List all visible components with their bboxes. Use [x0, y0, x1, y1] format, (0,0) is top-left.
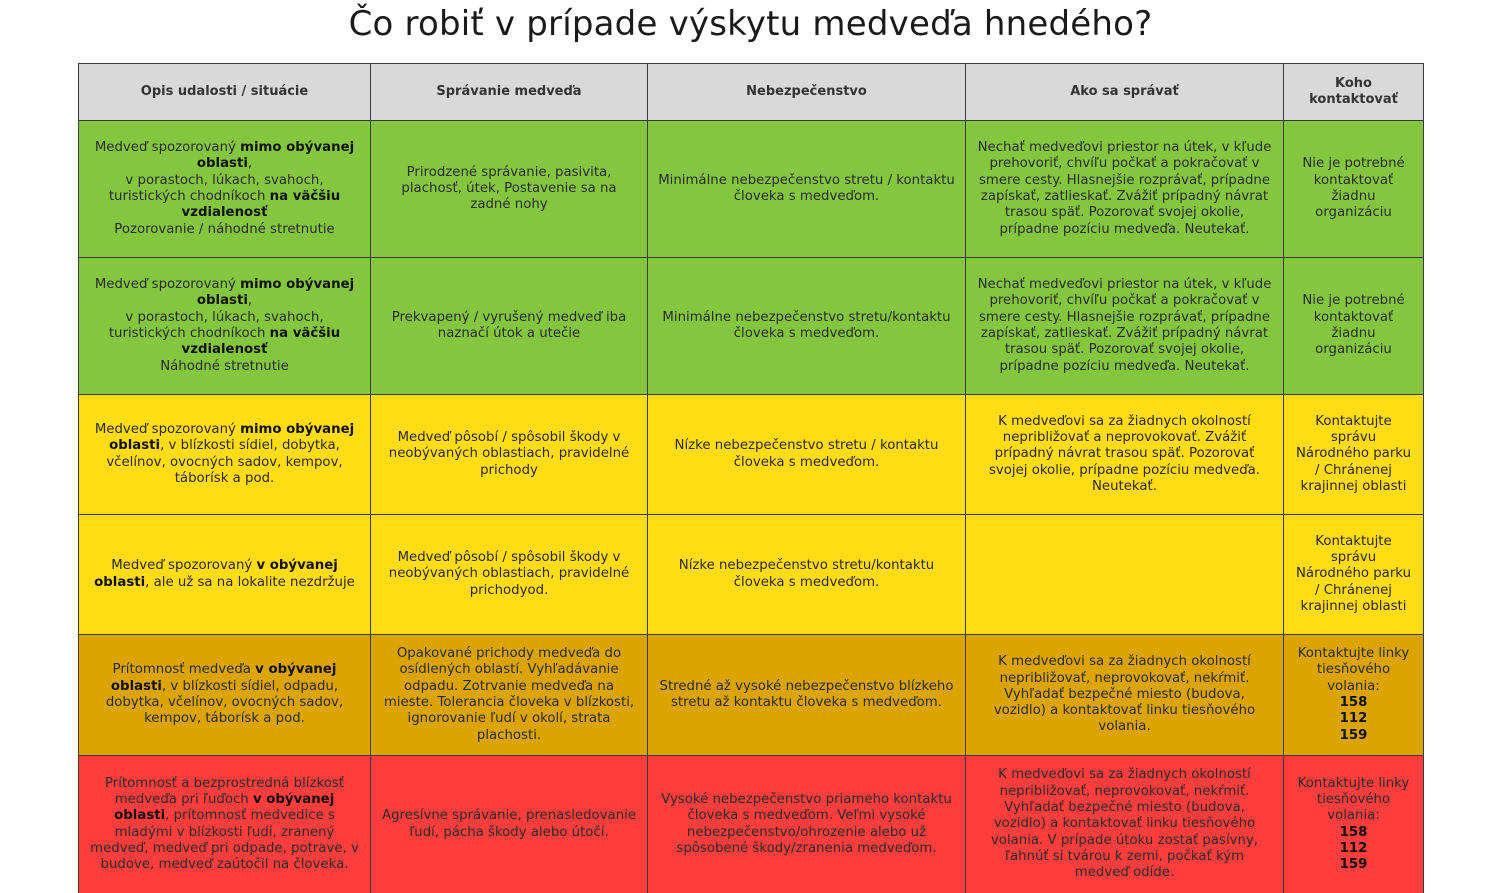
danger-cell: Nízke nebezpečenstvo stretu/kontaktu človeka s medveďom. [648, 515, 966, 635]
danger-cell: Nízke nebezpečenstvo stretu / kontaktu človeka s medveďom. [648, 395, 966, 515]
contact-cell: Kontaktujte správu Národného parku / Chránenej krajinnej oblasti [1284, 515, 1424, 635]
danger-cell: Minimálne nebezpečenstvo stretu/kontaktu človeka s medveďom. [648, 258, 966, 395]
situation-cell: Prítomnosť medveďa v obývanej oblasti, v blízkosti sídiel, odpadu, dobytka, včelínov, ovocných sadov, kempov, táborísk a pod. [79, 635, 371, 756]
action-cell [966, 515, 1284, 635]
page-title: Čo robiť v prípade výskytu medveďa hnedého? [348, 4, 1153, 44]
behavior-cell: Opakované prichody medveďa do osídlených oblastí. Vyhľadávanie odpadu. Zotrvanie medveďa na mieste. Tolerancia človeka v blízkosti, ignorovanie ľudí v okolí, strata plachosti. [371, 635, 648, 756]
action-cell: Nechať medveďovi priestor na útek, v kľude prehovoriť, chvíľu počkať a pokračovať v smere cesty. Hlasnejšie rozprávať, prípadne zapískať, zatlieskať. Zvážiť prípadný návrat trasou späť. Pozorovať svojej okolie, prípadne pozíciu medveďa. Neutekať. [966, 121, 1284, 258]
behavior-cell: Agresívne správanie, prenasledovanie ľudí, pácha škody alebo útočí. [371, 756, 648, 893]
table-row [79, 515, 1424, 635]
emergency-number: 159 [1339, 727, 1368, 743]
action-cell: Nechať medveďovi priestor na útek, v kľude prehovoriť, chvíľu počkať a pokračovať v smere cesty. Hlasnejšie rozprávať, prípadne zapískať, zatlieskať. Zvážiť prípadný návrat trasou späť. Pozorovať svojej okolie, prípadne pozíciu medveďa. Neutekať. [966, 258, 1284, 395]
contact-cell: Kontaktujte správu Národného parku / Chránenej krajinnej oblasti [1284, 395, 1424, 515]
emergency-number: 112 [1339, 711, 1368, 727]
header-contact-line1: Koho [1335, 75, 1372, 91]
table-row [79, 756, 1424, 893]
contact-cell: Nie je potrebné kontaktovať žiadnu organizáciu [1284, 121, 1424, 258]
table-row [79, 395, 1424, 515]
header-action: Ako sa správať [966, 64, 1284, 121]
behavior-cell: Medveď pôsobí / spôsobil škody v neobývaných oblastiach, pravidelné prichody [371, 395, 648, 515]
behavior-cell: Prekvapený / vyrušený medveď iba naznačí útok a utečie [371, 258, 648, 395]
contact-cell: Kontaktujte linky tiesňového volania: 158 112 159 [1284, 635, 1424, 756]
header-situation: Opis udalosti / situácie [79, 64, 371, 121]
emergency-number: 159 [1339, 857, 1368, 873]
emergency-number: 158 [1339, 695, 1368, 710]
action-cell: K medveďovi sa za žiadnych okolností nepribližovať, neprovokovať, nekŕmiť. Vyhľadať bezpečné miesto (budova, vozidlo) a kontaktovať linku tiesňového volania. [966, 635, 1284, 756]
situation-cell: Medveď spozorovaný mimo obývanej oblasti, v porastoch, lúkach, svahoch, turistických chodníkoch na väčšiu vzdialenosť Náhodné stretnutie [79, 258, 371, 395]
emergency-number: 158 [1339, 824, 1368, 840]
situation-cell: Prítomnosť a bezprostredná blízkosť medveďa pri ľuďoch v obývanej oblasti, prítomnosť medvedice s mladými v blízkosti ľudí, zranený medveď, medveď pri odpade, potrave, v budove, medveď zaútočil na človeka. [79, 756, 371, 893]
danger-cell: Stredné až vysoké nebezpečenstvo blízkeho stretu až kontaktu človeka s medveďom. [648, 635, 966, 756]
emergency-number: 112 [1339, 840, 1368, 856]
table-row [79, 121, 1424, 258]
situation-cell: Medveď spozorovaný mimo obývanej oblasti, v porastoch, lúkach, svahoch, turistických chodníkoch na väčšiu vzdialenosť Pozorovanie / náhodné stretnutie [79, 121, 371, 258]
behavior-cell: Medveď pôsobí / spôsobil škody v neobývaných oblastiach, pravidelné prichodyod. [371, 515, 648, 635]
action-cell: K medveďovi sa za žiadnych okolností nepribližovať a neprovokovať. Zvážiť prípadný návrat trasou späť. Pozorovať svojej okolie, prípadne pozíciu medveďa. Neutekať. [966, 395, 1284, 515]
situation-cell: Medveď spozorovaný mimo obývanej oblasti, v blízkosti sídiel, dobytka, včelínov, ovocných sadov, kempov, táborísk a pod. [79, 395, 371, 515]
contact-cell: Kontaktujte linky tiesňového volania: 158 112 159 [1284, 756, 1424, 893]
bear-guidance-table [78, 63, 1424, 893]
action-cell: K medveďovi sa za žiadnych okolností nepribližovať, neprovokovať, nekŕmiť. Vyhľadať bezpečné miesto (budova, vozidlo) a kontaktovať linku tiesňového volania. V prípade útoku zostať pasívny, ľahnúť si tvárou k zemi, počkať kým medveď odíde. [966, 756, 1284, 893]
header-contact [1284, 64, 1424, 121]
table-row [79, 258, 1424, 395]
contact-cell: Nie je potrebné kontaktovať žiadnu organizáciu [1284, 258, 1424, 395]
header-behavior: Správanie medveďa [371, 64, 648, 121]
danger-cell: Vysoké nebezpečenstvo priameho kontaktu človeka s medveďom. Veľmi vysoké nebezpečenstvo/ohrozenie alebo už spôsobené škody/zranenia medveďom. [648, 756, 966, 893]
table-header-row [79, 64, 1424, 121]
situation-cell: Medveď spozorovaný v obývanej oblasti, ale už sa na lokalite nezdržuje [79, 515, 371, 635]
header-danger: Nebezpečenstvo [648, 64, 966, 121]
header-contact-line2: kontaktovať [1309, 92, 1398, 107]
danger-cell: Minimálne nebezpečenstvo stretu / kontaktu človeka s medveďom. [648, 121, 966, 258]
behavior-cell: Prirodzené správanie, pasivita, plachosť, útek, Postavenie sa na zadné nohy [371, 121, 648, 258]
table-row [79, 635, 1424, 756]
